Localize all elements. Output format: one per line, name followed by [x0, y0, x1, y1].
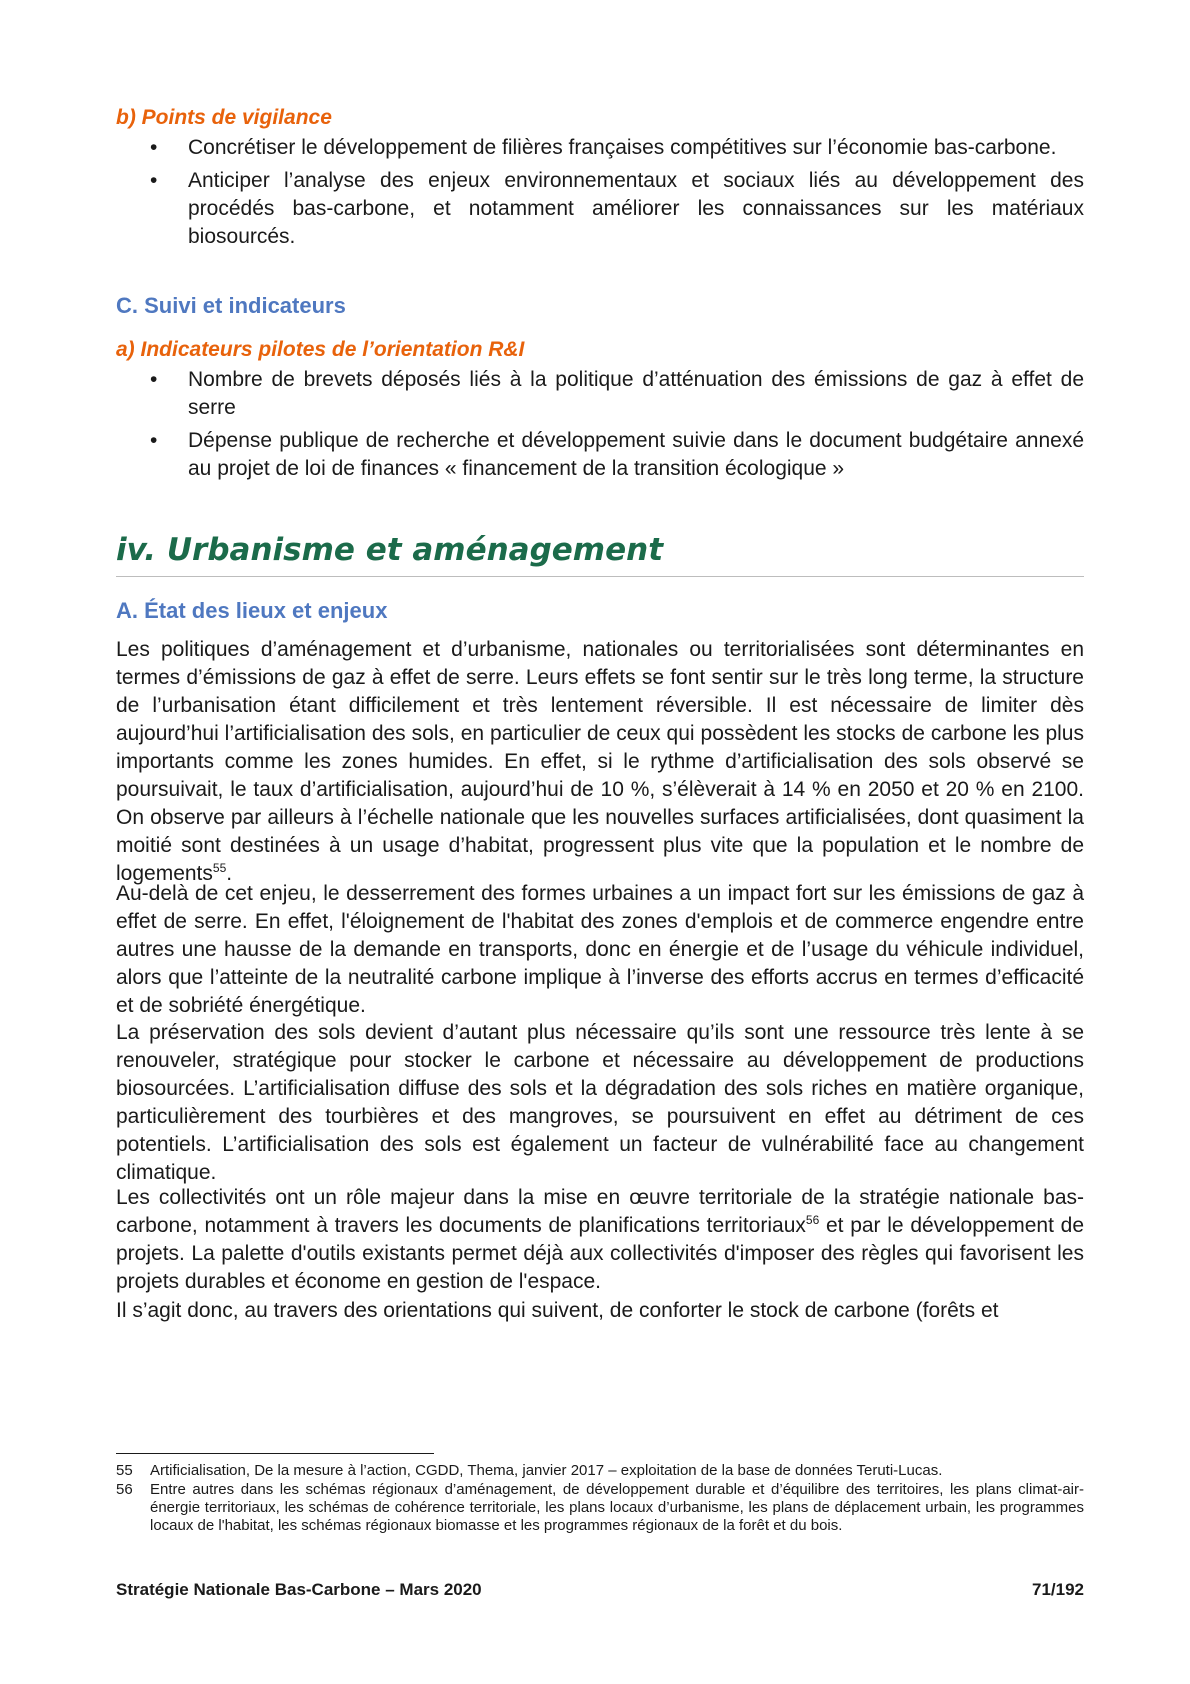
chapter-divider: [116, 576, 1084, 577]
footnote-ref-55[interactable]: 55: [212, 861, 227, 875]
bullet-icon: •: [150, 368, 158, 391]
list-item: • Nombre de brevets déposés liés à la politique d’atténuation des émissions de gaz à effet de serre: [150, 368, 1084, 419]
list-item: • Dépense publique de recherche et développement suivie dans le document budgétaire annexé au projet de loi de finances « financement de la transition écologique »: [150, 429, 1084, 480]
paragraph-5: Il s’agit donc, au travers des orientations qui suivent, de conforter le stock de carbone (forêts et: [116, 1299, 999, 1322]
section-heading-etat-lieux: A. État des lieux et enjeux: [116, 598, 388, 623]
vigilance-bullet-list: [116, 134, 1084, 256]
subsection-heading-indicateurs-pilotes: a) Indicateurs pilotes de l’orientation R&I: [116, 338, 525, 361]
footer-page-number: 71/192: [1032, 1580, 1084, 1599]
paragraph-4: Les collectivités ont un rôle majeur dans la mise en œuvre territoriale de la stratégie nationale bas-carbone, notamment à travers les documents de planifications territoriaux$^{56}$ et par le développement de projets. La palette d'outils existants permet déjà aux collectivités d'imposer des règles qui favorisent les projets durables et économe en gestion de l'espace.: [116, 1186, 1084, 1293]
bullet-icon: •: [150, 169, 158, 192]
footer-document-title: Stratégie Nationale Bas-Carbone – Mars 2020: [116, 1580, 482, 1599]
section-heading-suivi-indicateurs: C. Suivi et indicateurs: [116, 293, 346, 318]
indicators-bullet-list: [116, 366, 1084, 488]
footnote-56: 56 Entre autres dans les schémas régionaux d’aménagement, de développement durable et d’équilibre des territoires, les plans climat-air-énergie territoriaux, les schémas de cohérence territoriale, les plans locaux d’urbanisme, les plans de déplacement urbain, les programmes locaux de l'habitat, les schémas régionaux biomasse et les programmes régionaux de la forêt et du bois.: [116, 1481, 1084, 1534]
paragraph-3: La préservation des sols devient d’autant plus nécessaire qu’ils sont une ressource très lente à se renouveler, stratégique pour stocker le carbone et nécessaire au développement de productions biosourcées. L’artificialisation diffuse des sols et la dégradation des sols riches en matière organique, particulièrement des tourbières et des mangroves, se poursuivent en effet au détriment de ces potentiels. L’artificialisation des sols est également un facteur de vulnérabilité face au changement climatique.: [116, 1021, 1084, 1184]
paragraph-1: Les politiques d’aménagement et d’urbanisme, nationales ou territorialisées sont déterminantes en termes d’émissions de gaz à effet de serre. Leurs effets se font sentir sur le très long terme, la structure de l’urbanisation étant difficilement et très lentement réversible. Il est nécessaire de limiter dès aujourd’hui l’artificialisation des sols, en particulier de ceux qui possèdent les stocks de carbone les plus importants comme les zones humides. En effet, si le rythme d’artificialisation des sols observé se poursuivait, le taux d’artificialisation, aujourd’hui de 10 %, s’élèverait à 14 % en 2050 et 20 % en 2100. On observe par ailleurs à l’échelle nationale que les nouvelles surfaces artificialisées, dont quasiment la moitié sont destinées à un usage d’habitat, progressent plus vite que la population et le nombre de logements$^{55}$.: [116, 638, 1084, 885]
section-heading-points-vigilance: b) Points de vigilance: [116, 106, 332, 129]
paragraph-2: Au-delà de cet enjeu, le desserrement des formes urbaines a un impact fort sur les émissions de gaz à effet de serre. En effet, l'éloignement de l'habitat des zones d'emplois et de commerce engendre entre autres une hausse de la demande en transports, donc en énergie et de l’usage du véhicule individuel, alors que l’atteinte de la neutralité carbone implique à l’inverse des efforts accrus en termes d’efficacité et de sobriété énergétique.: [116, 882, 1084, 1017]
chapter-title: iv. Urbanisme et aménagement: [116, 532, 664, 568]
page-footer: [116, 1580, 1084, 1600]
footnote-55: 55 Artificialisation, De la mesure à l’action, CGDD, Thema, janvier 2017 – exploitation de la base de données Teruti-Lucas.: [116, 1462, 943, 1479]
footnote-ref-56[interactable]: 56: [805, 1213, 820, 1227]
bullet-icon: •: [150, 136, 158, 159]
list-item: • Anticiper l’analyse des enjeux environnementaux et sociaux liés au développement des procédés bas-carbone, et notamment améliorer les connaissances sur les matériaux biosourcés.: [150, 169, 1084, 248]
bullet-icon: •: [150, 429, 158, 452]
footnote-separator: [116, 1453, 434, 1454]
list-item: • Concrétiser le développement de filières françaises compétitives sur l’économie bas-carbone.: [116, 134, 1084, 162]
